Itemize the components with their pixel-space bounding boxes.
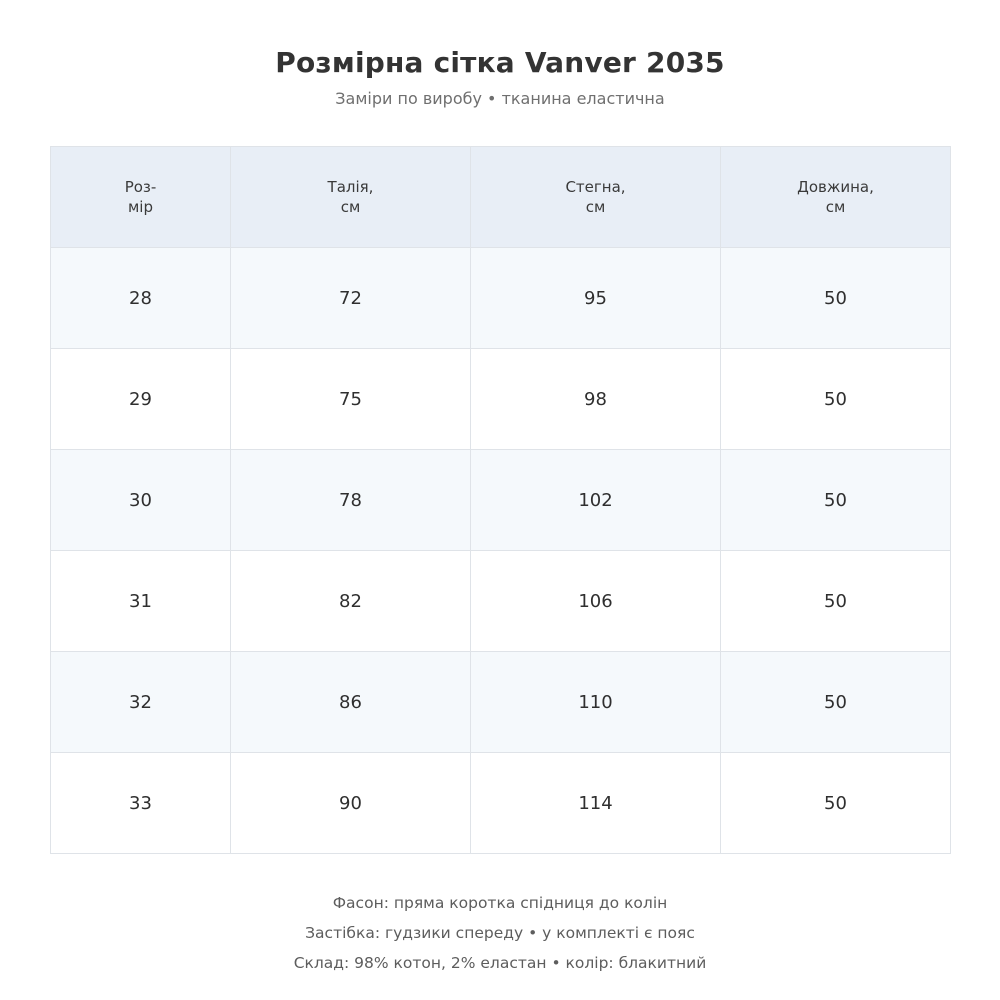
note-composition: Склад: 98% котон, 2% еластан • колір: блакитний xyxy=(293,954,707,973)
column-header-size xyxy=(51,147,231,248)
size-table xyxy=(50,146,951,854)
column-header-length-line1: Довжина, xyxy=(797,177,874,196)
cell-waist: 90 xyxy=(231,753,471,854)
cell-length: 50 xyxy=(721,753,951,854)
column-header-length-line2: см xyxy=(825,198,846,216)
column-header-waist-line1: Талія, xyxy=(327,177,374,196)
cell-waist: 78 xyxy=(231,450,471,551)
table-row xyxy=(51,349,951,450)
page-title: Розмірна сітка Vanver 2035 xyxy=(275,46,725,79)
cell-length: 50 xyxy=(721,551,951,652)
cell-size: 29 xyxy=(51,349,231,450)
cell-hips: 102 xyxy=(471,450,721,551)
product-notes xyxy=(294,888,707,979)
column-header-waist xyxy=(231,147,471,248)
cell-length: 50 xyxy=(721,248,951,349)
cell-length: 50 xyxy=(721,652,951,753)
cell-waist: 82 xyxy=(231,551,471,652)
column-header-hips-line2: см xyxy=(585,198,606,216)
table-row xyxy=(51,753,951,854)
size-table-container xyxy=(50,146,950,854)
cell-length: 50 xyxy=(721,349,951,450)
cell-hips: 95 xyxy=(471,248,721,349)
cell-length: 50 xyxy=(721,450,951,551)
cell-size: 28 xyxy=(51,248,231,349)
table-header xyxy=(51,147,951,248)
cell-size: 31 xyxy=(51,551,231,652)
cell-hips: 98 xyxy=(471,349,721,450)
table-row xyxy=(51,652,951,753)
note-fastening: Застібка: гудзики спереду • у комплекті є пояс xyxy=(305,924,695,943)
cell-hips: 110 xyxy=(471,652,721,753)
column-header-size-line1: Роз- xyxy=(124,177,157,196)
cell-hips: 114 xyxy=(471,753,721,854)
column-header-hips xyxy=(471,147,721,248)
table-body xyxy=(51,248,951,854)
cell-waist: 72 xyxy=(231,248,471,349)
table-header-row xyxy=(51,147,951,248)
cell-size: 32 xyxy=(51,652,231,753)
cell-hips: 106 xyxy=(471,551,721,652)
note-style: Фасон: пряма коротка спідниця до колін xyxy=(332,894,668,912)
column-header-size-line2: мір xyxy=(127,198,153,216)
cell-waist: 86 xyxy=(231,652,471,753)
column-header-length xyxy=(721,147,951,248)
cell-waist: 75 xyxy=(231,349,471,450)
table-row xyxy=(51,248,951,349)
column-header-waist-line2: см xyxy=(340,198,361,216)
column-header-hips-line1: Стегна, xyxy=(565,177,626,196)
cell-size: 30 xyxy=(51,450,231,551)
page-subtitle: Заміри по виробу • тканина еластична xyxy=(335,89,665,108)
table-row xyxy=(51,551,951,652)
table-row xyxy=(51,450,951,551)
cell-size: 33 xyxy=(51,753,231,854)
